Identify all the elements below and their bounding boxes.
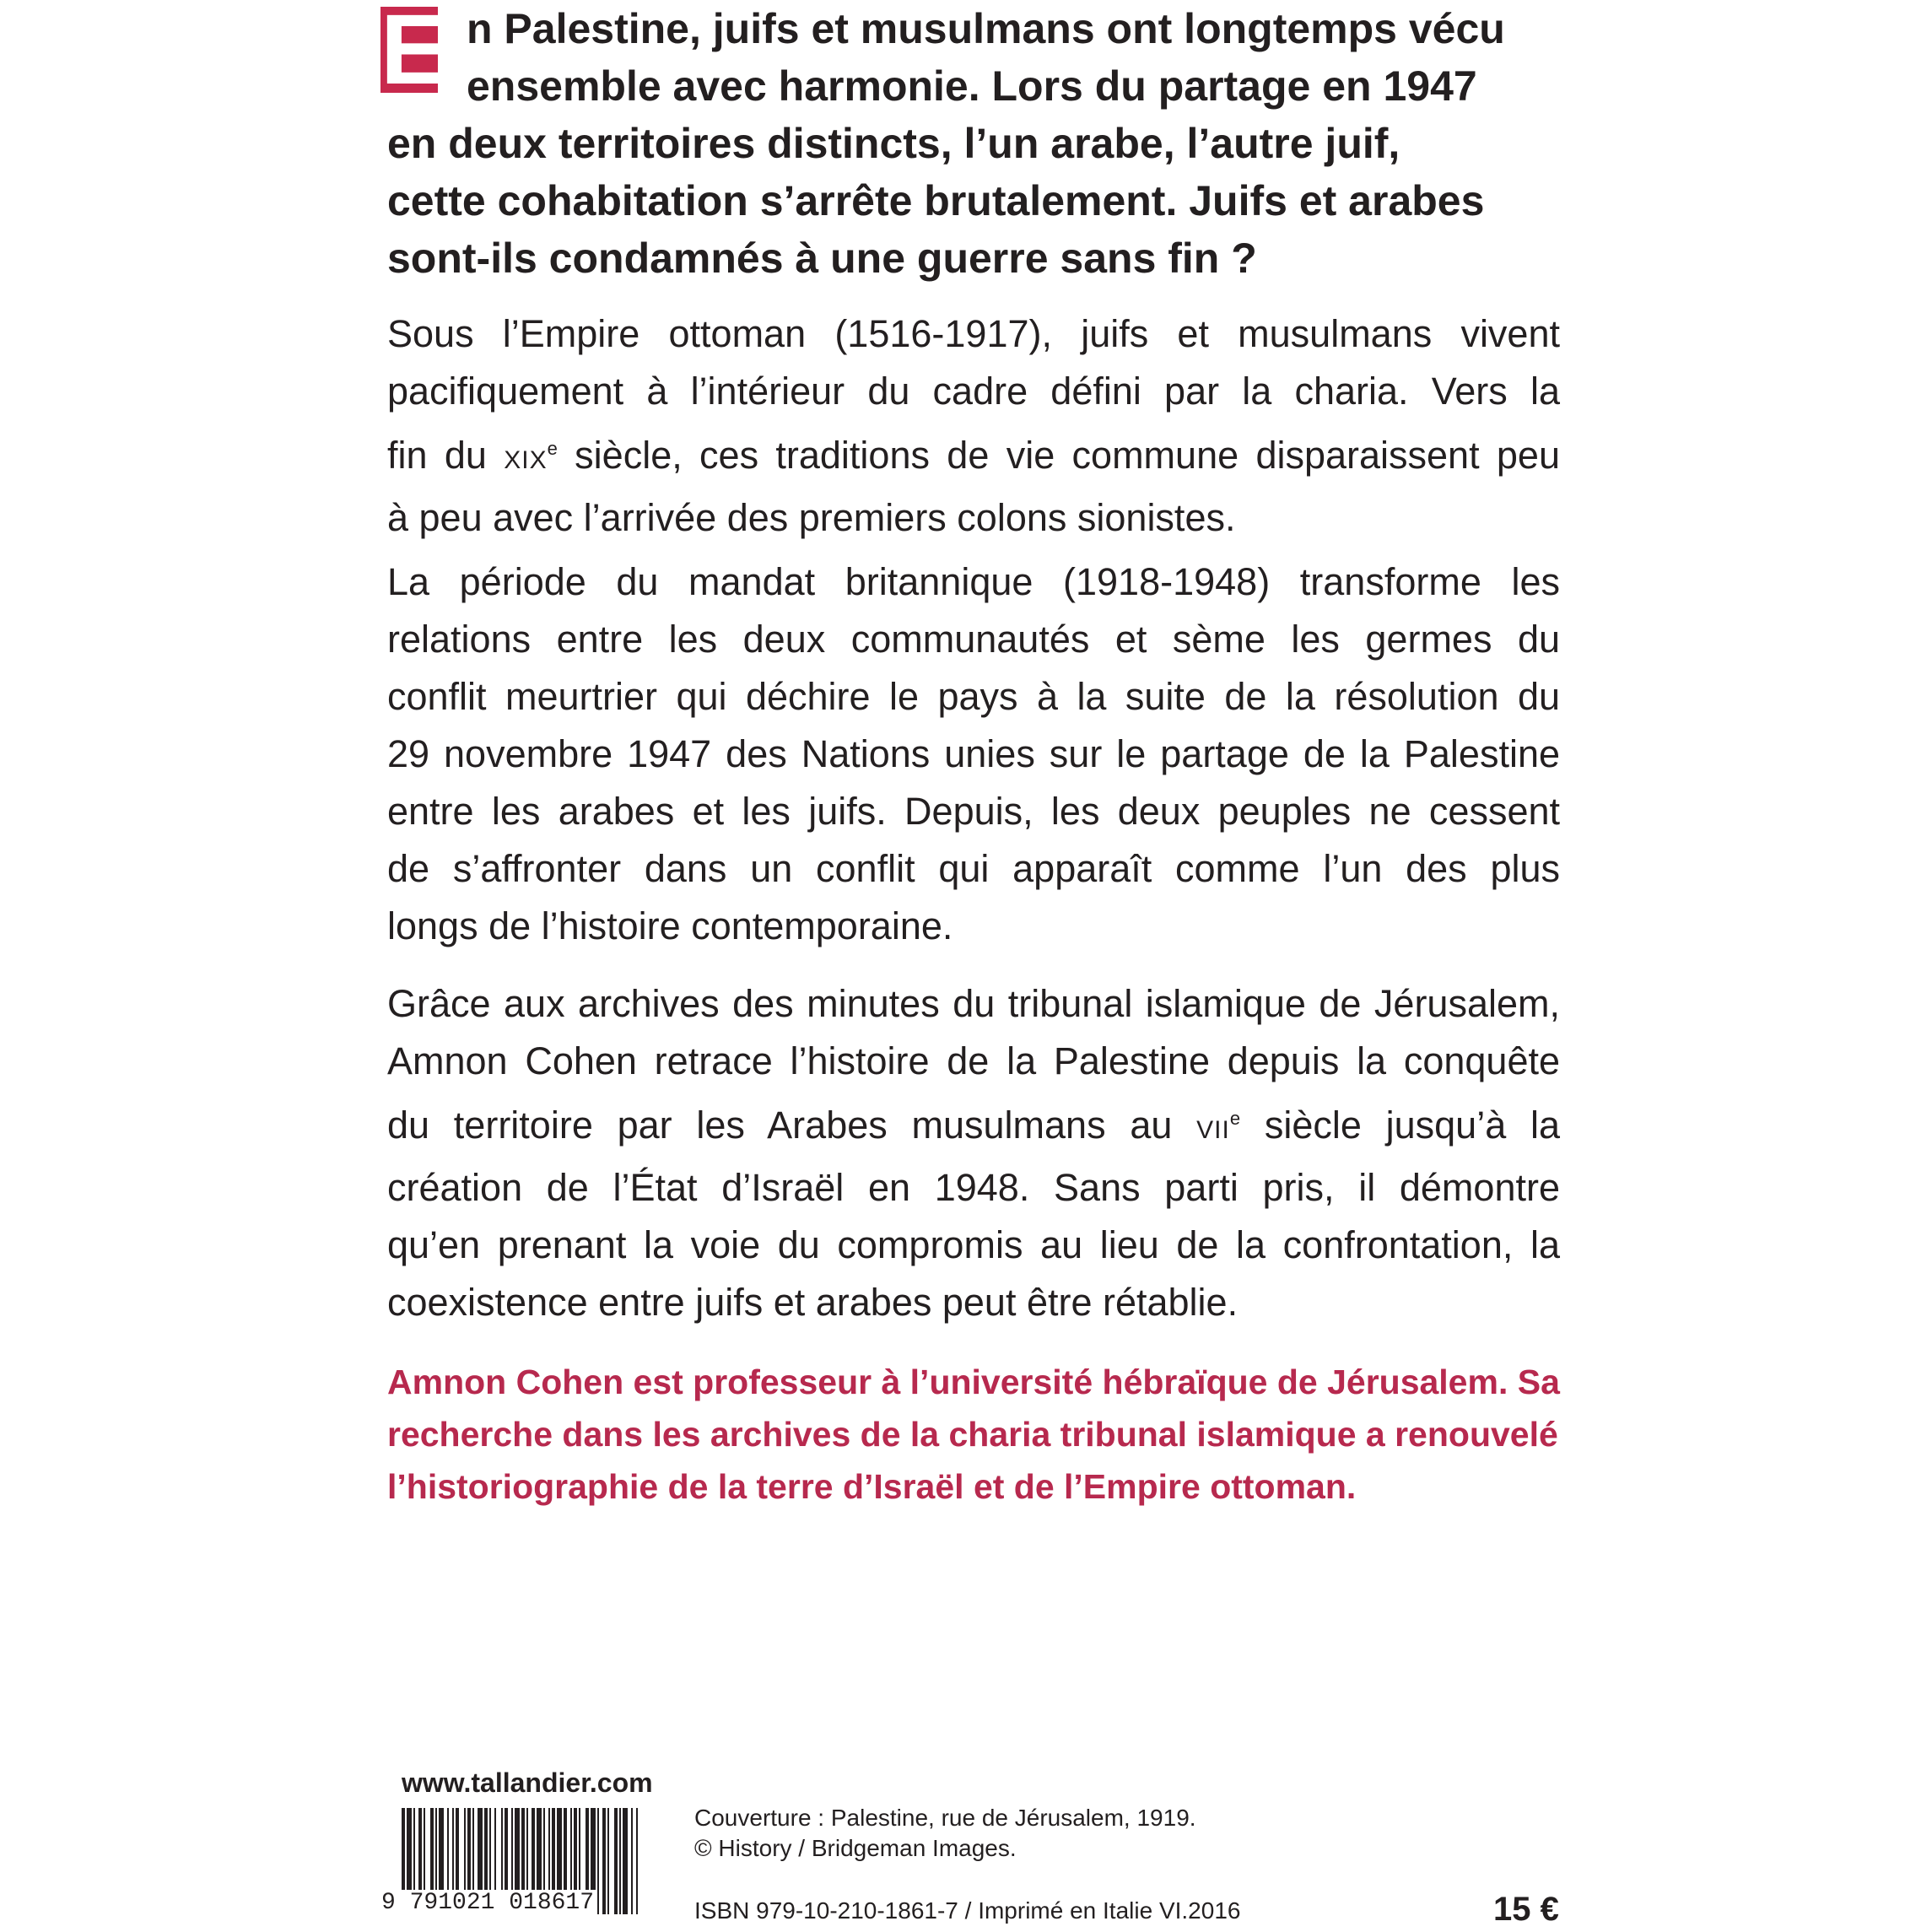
paragraph-line: longs de l’histoire contemporaine. (387, 904, 953, 947)
paragraph-line: conflit meurtrier qui déchire le pays à la suite de la résolution du (387, 675, 1560, 718)
credit-line: Couverture : Palestine, rue de Jérusalem, 1919. (694, 1805, 1196, 1831)
bio-line: recherche dans les archives de la charia tribunal islamique a renouvelé (387, 1415, 1558, 1454)
paragraph-line: Grâce aux archives des minutes du tribunal islamique de Jérusalem, (387, 982, 1560, 1025)
cover-credit (694, 1803, 1196, 1864)
century-numeral: VII (1196, 1116, 1230, 1144)
paragraph-line: Sous l’Empire ottoman (1516-1917), juifs et musulmans vivent (387, 312, 1560, 355)
century-numeral: XIX (504, 446, 548, 474)
paragraph-line: qu’en prenant la voie du compromis au lieu de la confrontation, la (387, 1223, 1560, 1266)
publisher-website[interactable]: www.tallandier.com (402, 1767, 653, 1798)
paragraph-line: de s’affronter dans un conflit qui apparaît comme l’un des plus (387, 847, 1560, 890)
paragraph-line: création de l’État d’Israël en 1948. Sans parti pris, il démontre (387, 1166, 1560, 1209)
drop-cap: E (380, 0, 447, 105)
paragraph-line: à peu avec l’arrivée des premiers colons sionistes. (387, 496, 1236, 539)
price: 15 € (1493, 1891, 1559, 1928)
paragraph-ottoman (387, 305, 1560, 547)
paragraph-archives (387, 975, 1560, 1331)
bio-line: l’historiographie de la terre d’Israël et de l’Empire ottoman. (387, 1467, 1357, 1506)
credit-line: © History / Bridgeman Images. (694, 1835, 1017, 1861)
bio-line: Amnon Cohen est professeur à l’université hébraïque de Jérusalem. Sa (387, 1363, 1560, 1401)
paragraph-line: fin du XIXe siècle, ces traditions de vie commune disparaissent peu (387, 434, 1560, 477)
paragraph-line: relations entre les deux communautés et sème les germes du (387, 618, 1560, 661)
paragraph-line: du territoire par les Arabes musulmans au VIIe siècle jusqu’à la (387, 1104, 1561, 1147)
superscript: e (1229, 1108, 1241, 1129)
lead-line: cette cohabitation s’arrête brutalement. Juifs et arabes (387, 177, 1485, 224)
isbn-print-info: ISBN 979-10-210-1861-7 / Imprimé en Italie VI.2016 (694, 1897, 1241, 1924)
paragraph-line: Amnon Cohen retrace l’histoire de la Palestine depuis la conquête (387, 1039, 1560, 1082)
author-bio (387, 1356, 1560, 1513)
lead-line: ensemble avec harmonie. Lors du partage en 1947 (467, 62, 1477, 110)
paragraph-line: pacifiquement à l’intérieur du cadre défini par la charia. Vers la (387, 370, 1560, 413)
superscript: e (547, 438, 558, 459)
paragraph-line: entre les arabes et les juifs. Depuis, les deux peuples ne cessent (387, 790, 1560, 833)
lead-line: sont-ils condamnés à une guerre sans fin ? (387, 235, 1257, 282)
lead-line: n Palestine, juifs et musulmans ont longtemps vécu (467, 5, 1505, 52)
barcode-digits: 9 791021 018617 (381, 1890, 595, 1916)
lead-line: en deux territoires distincts, l’un arabe, l’autre juif, (387, 120, 1400, 167)
paragraph-line: 29 novembre 1947 des Nations unies sur le partage de la Palestine (387, 732, 1560, 775)
lead-paragraph (387, 0, 1560, 287)
paragraph-line: coexistence entre juifs et arabes peut être rétablie. (387, 1281, 1239, 1324)
paragraph-line: La période du mandat britannique (1918-1948) transforme les (387, 560, 1560, 603)
paragraph-mandate (387, 553, 1560, 955)
